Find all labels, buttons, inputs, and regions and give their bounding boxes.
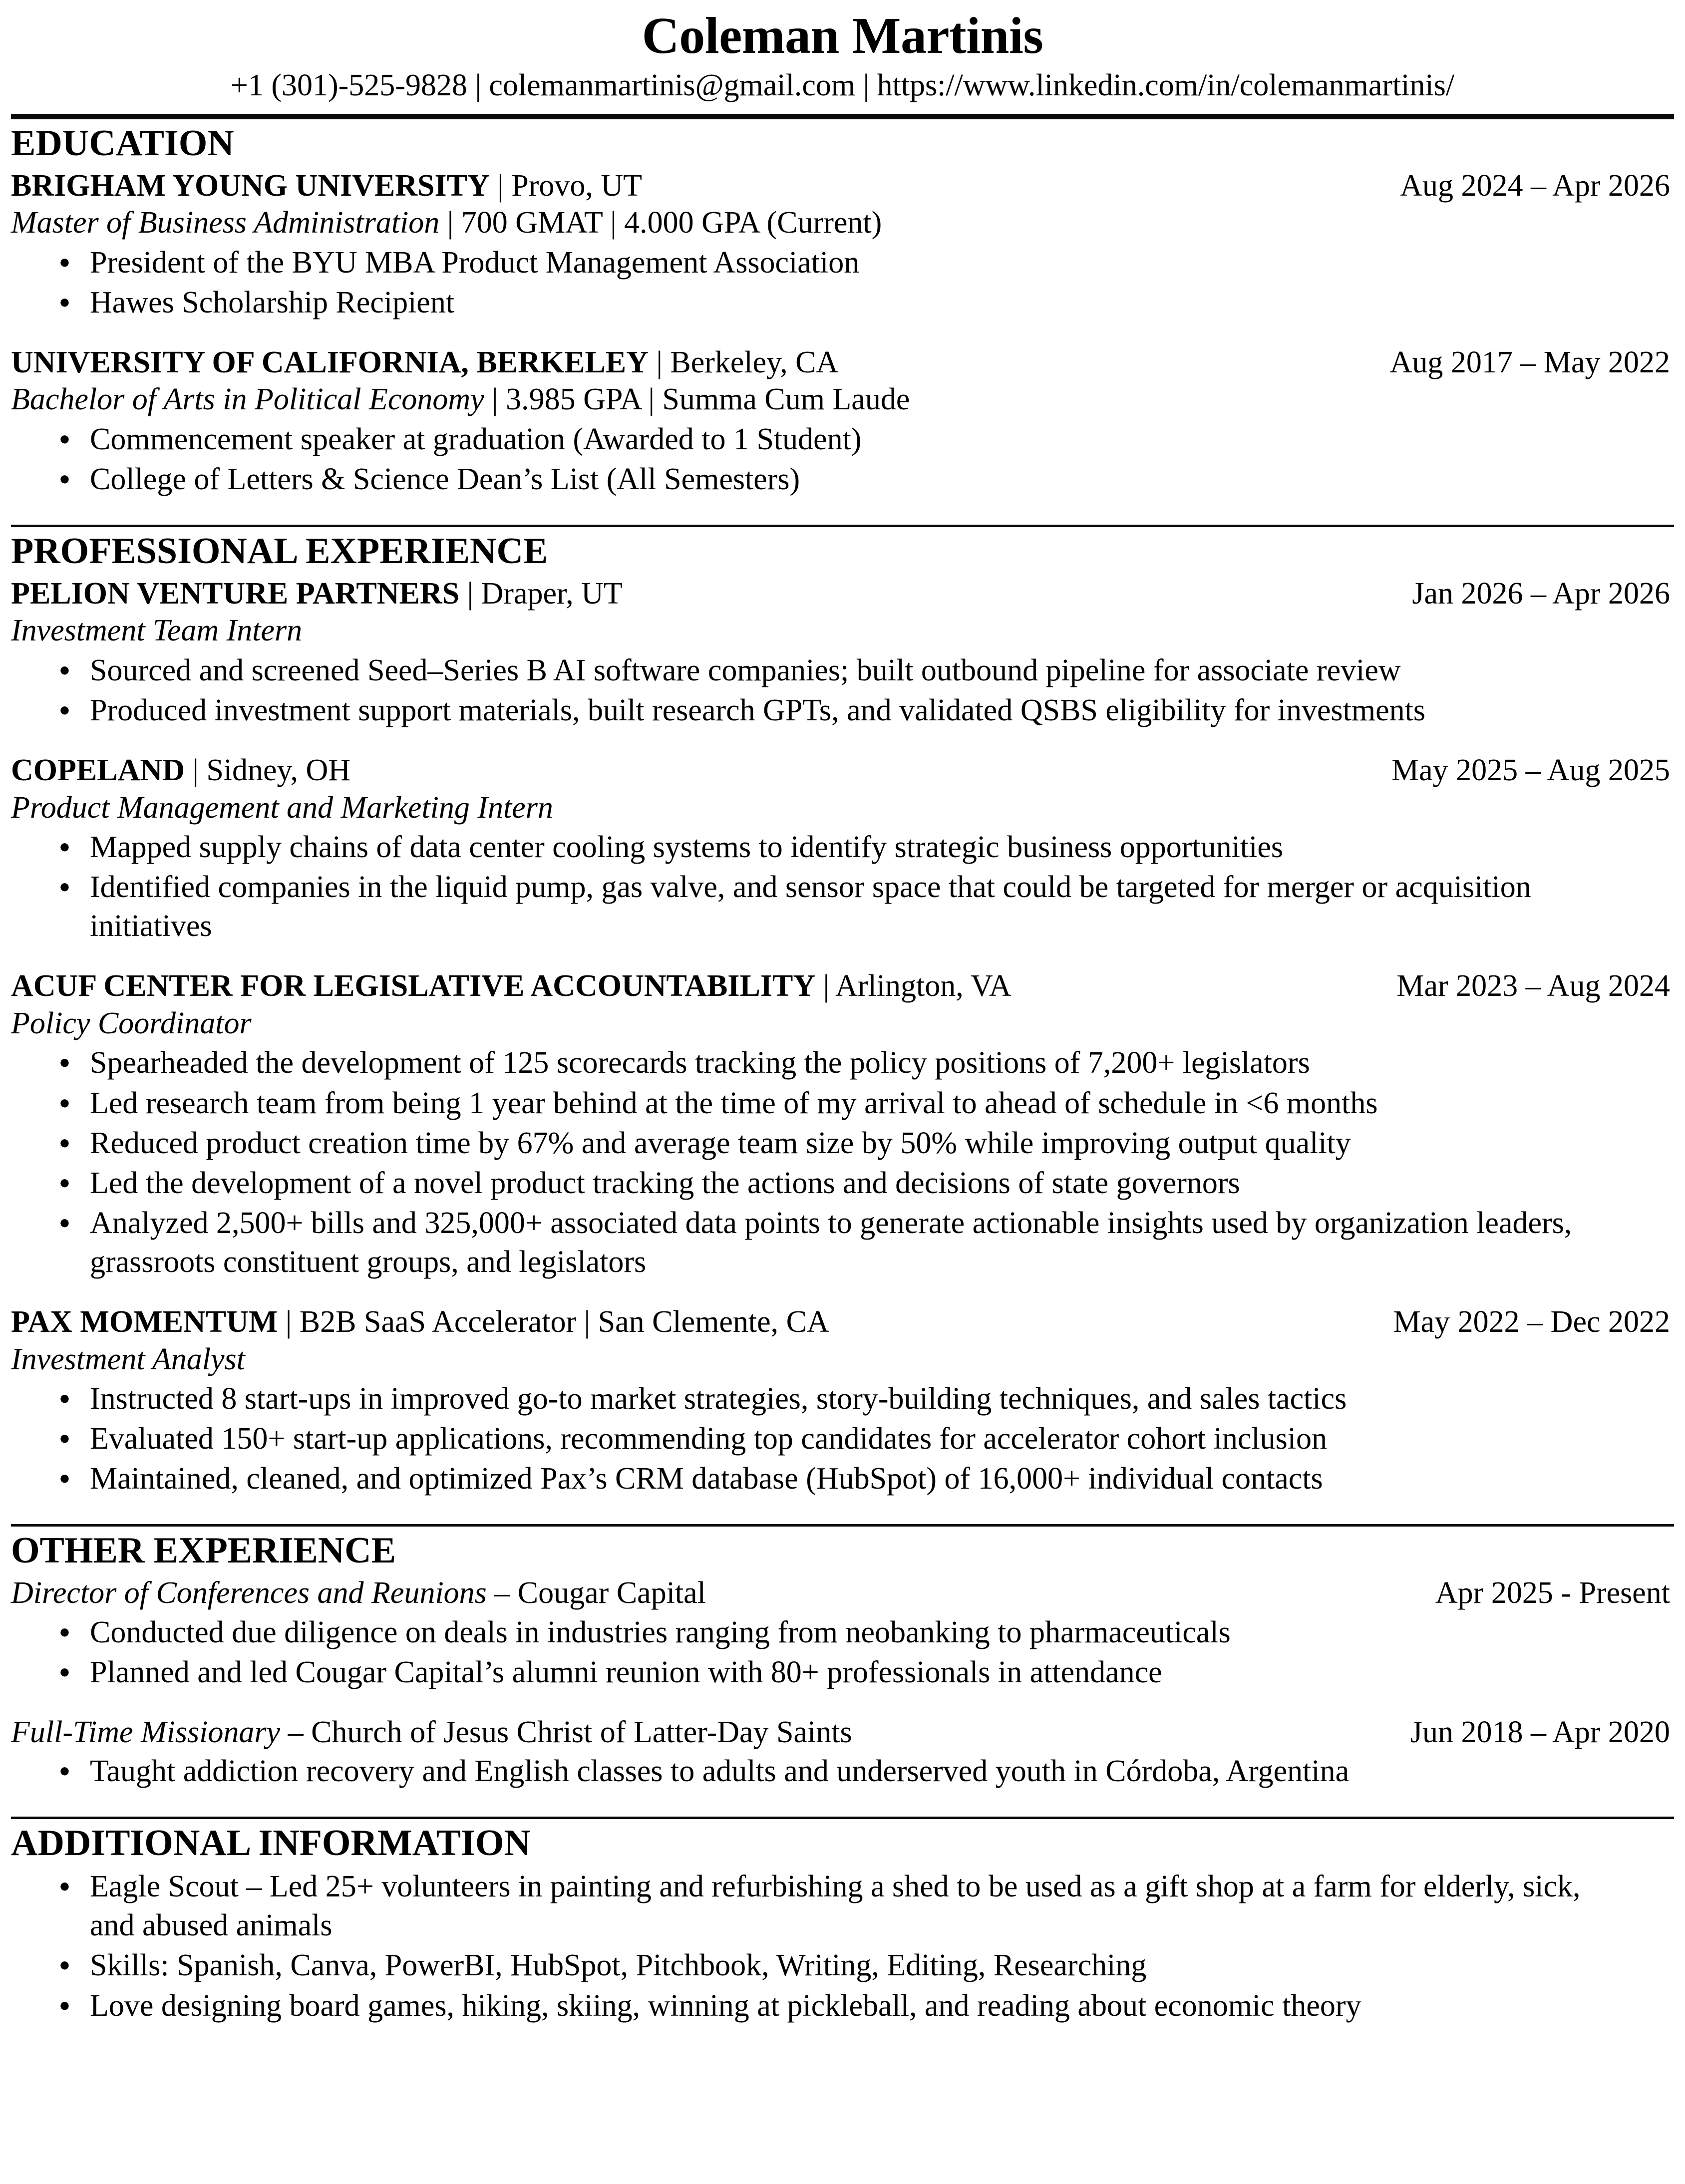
organization-bold: ACUF CENTER FOR LEGISLATIVE ACCOUNTABILITY (11, 969, 816, 1003)
organization-location: | B2B SaaS Accelerator | San Clemente, CA (278, 1305, 829, 1339)
experience-entry-header (11, 752, 1674, 789)
list-item: ● Evaluated 150+ start-up applications, recommending top candidates for accelerator cohort inclusion (11, 1419, 1616, 1458)
role-organization: – Cougar Capital (486, 1576, 706, 1610)
entry-dates: May 2022 – Dec 2022 (1393, 1305, 1670, 1339)
list-item: ● Hawes Scholarship Recipient (11, 283, 1616, 322)
organization-bold: PAX MOMENTUM (11, 1305, 278, 1339)
section-divider (11, 525, 1674, 527)
job-title: Investment Team Intern (11, 614, 303, 648)
entry-subtitle (11, 204, 1674, 242)
experience-entry-header (11, 1303, 1674, 1340)
role-name (11, 1714, 852, 1751)
other-experience-entry-header (11, 1574, 1674, 1611)
degree-name: Master of Business Administration (11, 205, 440, 240)
entry-subtitle (11, 1005, 1674, 1043)
experience-entry (11, 752, 1674, 945)
spacer (11, 1504, 1674, 1524)
job-title: Product Management and Marketing Intern (11, 790, 553, 825)
organization-bold: PELION VENTURE PARTNERS (11, 576, 460, 611)
organization-name (11, 575, 623, 612)
education-entry-header (11, 344, 1674, 381)
education-entry (11, 344, 1674, 499)
education-entries (11, 167, 1674, 505)
section-title-additional-information: ADDITIONAL INFORMATION (11, 1823, 531, 1864)
section-divider (11, 114, 1674, 119)
list-item: ● Maintained, cleaned, and optimized Pax’s CRM database (HubSpot) of 16,000+ individual contacts (11, 1459, 1616, 1498)
list-item: ● Mapped supply chains of data center cooling systems to identify strategic business opportunities (11, 828, 1616, 867)
other-experience-entry (11, 1574, 1674, 1692)
section-title-education: EDUCATION (11, 122, 234, 164)
job-title: Policy Coordinator (11, 1006, 252, 1040)
entry-bullets (11, 1043, 1674, 1281)
organization-name (11, 344, 838, 381)
experience-entry (11, 967, 1674, 1281)
other-experience-entry-header (11, 1714, 1674, 1751)
organization-location: | Draper, UT (459, 576, 623, 611)
job-title: Investment Analyst (11, 1342, 245, 1376)
list-item: ● College of Letters & Science Dean’s List (All Semesters) (11, 460, 1616, 499)
list-item: ● Eagle Scout – Led 25+ volunteers in painting and refurbishing a shed to be used as a gift shop at a farm for elderly, sick, and abused animals (11, 1867, 1616, 1945)
degree-details: | 3.985 GPA | Summa Cum Laude (484, 382, 910, 417)
contact-line: +1 (301)-525-9828 | colemanmartinis@gmail.com | https://www.linkedin.com/in/colemanmartinis/ (230, 68, 1455, 103)
entry-subtitle (11, 612, 1674, 650)
entry-dates: Apr 2025 - Present (1435, 1576, 1670, 1610)
organization-location: | Arlington, VA (815, 969, 1011, 1003)
section-divider (11, 1524, 1674, 1527)
other-experience-entries (11, 1574, 1674, 1797)
section-title-other-experience: OTHER EXPERIENCE (11, 1530, 396, 1571)
experience-entry-header (11, 967, 1674, 1004)
list-item: ● Instructed 8 start-ups in improved go-to market strategies, story-building techniques, and sales tactics (11, 1379, 1616, 1418)
list-item: ● Spearheaded the development of 125 scorecards tracking the policy positions of 7,200+ legislators (11, 1043, 1616, 1082)
list-item: ● Love designing board games, hiking, skiing, winning at pickleball, and reading about economic theory (11, 1986, 1616, 2025)
education-entry (11, 167, 1674, 322)
entry-subtitle (11, 1341, 1674, 1379)
entry-bullets (11, 420, 1674, 499)
entry-dates: Mar 2023 – Aug 2024 (1396, 969, 1670, 1003)
entry-dates: Jun 2018 – Apr 2020 (1410, 1715, 1670, 1749)
list-item: ● Reduced product creation time by 67% and average team size by 50% while improving output quality (11, 1124, 1616, 1163)
organization-bold: UNIVERSITY OF CALIFORNIA, BERKELEY (11, 345, 649, 379)
organization-name (11, 752, 350, 789)
section-title-professional-experience: PROFESSIONAL EXPERIENCE (11, 531, 548, 572)
section-divider (11, 1817, 1674, 1819)
spacer (11, 1797, 1674, 1817)
list-item: ● President of the BYU MBA Product Management Association (11, 243, 1616, 282)
professional-experience-entries (11, 575, 1674, 1505)
list-item: ● Analyzed 2,500+ bills and 325,000+ associated data points to generate actionable insights used by organization leaders, grassroots constituent groups, and legislators (11, 1204, 1616, 1281)
entry-bullets (11, 1613, 1674, 1692)
spacer (11, 505, 1674, 525)
list-item: ● Identified companies in the liquid pump, gas valve, and sensor space that could be targeted for merger or acquisition initiatives (11, 868, 1616, 945)
education-entry-header (11, 167, 1674, 204)
entry-dates: Aug 2017 – May 2022 (1389, 345, 1670, 379)
entry-dates: May 2025 – Aug 2025 (1391, 753, 1670, 788)
organization-bold: COPELAND (11, 753, 185, 788)
organization-name (11, 1303, 829, 1340)
list-item: ● Produced investment support materials, built research GPTs, and validated QSBS eligibility for investments (11, 691, 1616, 730)
entry-bullets (11, 828, 1674, 945)
other-experience-entry (11, 1714, 1674, 1791)
experience-entry (11, 1303, 1674, 1498)
list-item: ● Taught addiction recovery and English classes to adults and underserved youth in Córdoba, Argentina (11, 1752, 1616, 1791)
entry-dates: Aug 2024 – Apr 2026 (1400, 168, 1670, 203)
list-item: ● Planned and led Cougar Capital’s alumni reunion with 80+ professionals in attendance (11, 1653, 1616, 1692)
entry-bullets (11, 651, 1674, 730)
additional-information-body (11, 1867, 1674, 2031)
organization-location: | Sidney, OH (184, 753, 351, 788)
role-title: Full-Time Missionary (11, 1715, 281, 1749)
list-item: ● Led research team from being 1 year behind at the time of my arrival to ahead of schedule in <6 months (11, 1084, 1616, 1123)
section-professional-experience (11, 525, 1674, 1504)
section-education (11, 114, 1674, 505)
list-item: ● Conducted due diligence on deals in industries ranging from neobanking to pharmaceuticals (11, 1613, 1616, 1652)
section-other-experience (11, 1524, 1674, 1797)
organization-location: | Provo, UT (489, 168, 642, 203)
role-organization: – Church of Jesus Christ of Latter-Day Saints (280, 1715, 852, 1749)
list-item: ● Sourced and screened Seed–Series B AI software companies; built outbound pipeline for associate review (11, 651, 1616, 690)
list-item: ● Skills: Spanish, Canva, PowerBI, HubSpot, Pitchbook, Writing, Editing, Researching (11, 1946, 1616, 1985)
organization-name (11, 167, 642, 204)
degree-name: Bachelor of Arts in Political Economy (11, 382, 484, 417)
organization-bold: BRIGHAM YOUNG UNIVERSITY (11, 168, 490, 203)
experience-entry (11, 575, 1674, 730)
entry-bullets (11, 1752, 1674, 1791)
organization-location: | Berkeley, CA (648, 345, 839, 379)
section-additional-information (11, 1817, 1674, 2031)
degree-details: | 700 GMAT | 4.000 GPA (Current) (439, 205, 882, 240)
entry-bullets (11, 1867, 1674, 2025)
entry-subtitle (11, 789, 1674, 827)
entry-bullets (11, 1379, 1674, 1498)
entry-dates: Jan 2026 – Apr 2026 (1412, 576, 1670, 611)
entry-bullets (11, 243, 1674, 322)
entry-subtitle (11, 381, 1674, 419)
list-item: ● Commencement speaker at graduation (Awarded to 1 Student) (11, 420, 1616, 459)
experience-entry-header (11, 575, 1674, 612)
list-item: ● Led the development of a novel product tracking the actions and decisions of state governors (11, 1164, 1616, 1203)
organization-name (11, 967, 1011, 1004)
page-title: Coleman Martinis (642, 7, 1043, 64)
role-title: Director of Conferences and Reunions (11, 1576, 487, 1610)
role-name (11, 1574, 706, 1611)
